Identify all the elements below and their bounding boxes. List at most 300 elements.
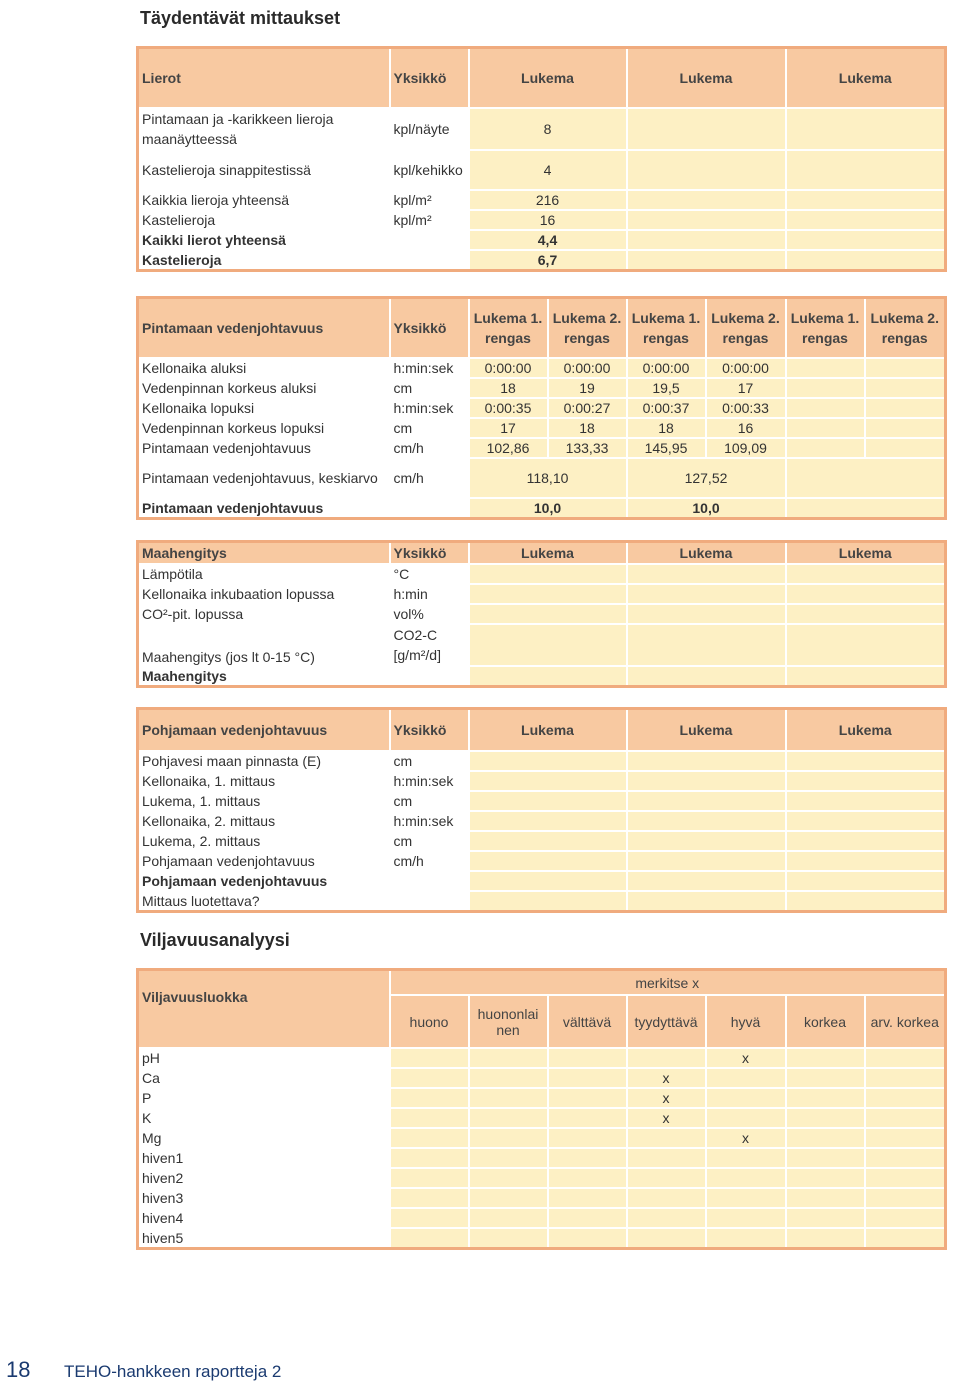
mark-cell[interactable] xyxy=(390,1068,469,1088)
table-header-row xyxy=(138,542,946,565)
value-cell[interactable] xyxy=(786,624,946,666)
row-label: Pintamaan vedenjohtavuus xyxy=(138,438,390,458)
mark-cell[interactable] xyxy=(786,1208,865,1228)
page-number: 18 xyxy=(6,1357,31,1382)
row-unit xyxy=(390,250,469,271)
column-header: Lukema xyxy=(786,542,946,565)
row-label: Kellonaika aluksi xyxy=(138,358,390,378)
value-cell[interactable] xyxy=(786,584,946,604)
value-cell[interactable] xyxy=(469,604,627,624)
value-cell[interactable] xyxy=(627,250,786,271)
value-cell[interactable] xyxy=(627,210,786,230)
value-cell: 0:00:35 xyxy=(469,398,548,418)
table-header-row xyxy=(138,48,946,109)
mark-cell[interactable] xyxy=(469,1188,548,1208)
column-header: Yksikkö xyxy=(390,542,469,565)
value-cell[interactable] xyxy=(786,230,946,250)
table-row xyxy=(138,150,946,190)
mark-cell[interactable] xyxy=(706,1208,786,1228)
mark-cell[interactable] xyxy=(865,1228,946,1249)
value-cell[interactable] xyxy=(469,791,627,811)
column-header: Lukema 1. rengas xyxy=(627,298,706,359)
mark-cell[interactable] xyxy=(390,1208,469,1228)
value-cell[interactable] xyxy=(469,851,627,871)
value-cell: 17 xyxy=(706,378,786,398)
mark-cell[interactable] xyxy=(865,1088,946,1108)
value-cell: 133,33 xyxy=(548,438,627,458)
mark-cell[interactable] xyxy=(865,1188,946,1208)
column-header: Lukema 1. rengas xyxy=(469,298,548,359)
value-cell: 4 xyxy=(469,150,627,190)
value-cell[interactable] xyxy=(627,811,786,831)
row-label: Kastelieroja sinappitestissä xyxy=(138,150,390,190)
column-header: Lukema 2. rengas xyxy=(706,298,786,359)
mark-cell[interactable] xyxy=(548,1128,627,1148)
value-cell: 0:00:37 xyxy=(627,398,706,418)
mark-cell[interactable] xyxy=(469,1088,548,1108)
mark-cell[interactable] xyxy=(865,1068,946,1088)
row-label: P xyxy=(138,1088,390,1108)
value-cell[interactable] xyxy=(786,871,946,891)
mark-cell[interactable] xyxy=(548,1188,627,1208)
column-header: Lukema xyxy=(786,48,946,109)
row-unit: h:min:sek xyxy=(390,811,469,831)
value-cell[interactable] xyxy=(627,791,786,811)
column-header: Viljavuusluokka xyxy=(138,970,390,1049)
table-row xyxy=(138,458,946,498)
mark-cell[interactable] xyxy=(548,1108,627,1128)
value-cell[interactable] xyxy=(627,891,786,912)
mark-cell[interactable]: x xyxy=(627,1068,706,1088)
mark-cell[interactable]: x xyxy=(627,1088,706,1108)
mark-cell[interactable] xyxy=(469,1128,548,1148)
column-header: Lukema xyxy=(786,709,946,752)
row-label: hiven4 xyxy=(138,1208,390,1228)
value-cell[interactable] xyxy=(627,751,786,771)
mark-cell[interactable] xyxy=(390,1088,469,1108)
value-cell: 0:00:00 xyxy=(548,358,627,378)
mark-cell[interactable] xyxy=(548,1228,627,1249)
viljavuus-table xyxy=(136,968,947,1250)
row-unit: °C xyxy=(390,564,469,584)
mark-cell[interactable] xyxy=(706,1108,786,1128)
pintamaa-table xyxy=(136,296,947,520)
value-cell: 18 xyxy=(627,418,706,438)
value-cell: 19 xyxy=(548,378,627,398)
value-cell: 102,86 xyxy=(469,438,548,458)
table-row xyxy=(138,831,946,851)
row-unit: kpl/näyte xyxy=(390,108,469,150)
mark-cell[interactable] xyxy=(469,1048,548,1068)
column-header: Lierot xyxy=(138,48,390,109)
page-title: Täydentävät mittaukset xyxy=(140,8,341,28)
value-cell[interactable] xyxy=(786,791,946,811)
row-label: Lukema, 2. mittaus xyxy=(138,831,390,851)
value-cell: 127,52 xyxy=(627,458,786,498)
mark-cell[interactable] xyxy=(390,1108,469,1128)
column-header: Yksikkö xyxy=(390,709,469,752)
row-unit: CO2-C [g/m²/d] xyxy=(390,624,469,666)
row-unit: cm xyxy=(390,831,469,851)
mark-cell[interactable]: x xyxy=(706,1048,786,1068)
row-label: pH xyxy=(138,1048,390,1068)
mark-cell[interactable] xyxy=(390,1168,469,1188)
row-label: Vedenpinnan korkeus lopuksi xyxy=(138,418,390,438)
value-cell[interactable] xyxy=(786,418,865,438)
table-row xyxy=(138,1068,946,1088)
mark-cell[interactable] xyxy=(548,1148,627,1168)
row-label: Kellonaika lopuksi xyxy=(138,398,390,418)
row-label: Mg xyxy=(138,1128,390,1148)
mark-cell[interactable] xyxy=(786,1188,865,1208)
mark-cell[interactable] xyxy=(390,1148,469,1168)
value-cell[interactable] xyxy=(627,230,786,250)
mark-cell[interactable] xyxy=(865,1208,946,1228)
value-cell[interactable] xyxy=(786,458,946,498)
mark-cell[interactable] xyxy=(627,1208,706,1228)
table-row xyxy=(138,771,946,791)
mark-cell[interactable] xyxy=(627,1128,706,1148)
mark-cell[interactable] xyxy=(627,1188,706,1208)
mark-cell[interactable] xyxy=(786,1168,865,1188)
table-row xyxy=(138,358,946,378)
row-label: Vedenpinnan korkeus aluksi xyxy=(138,378,390,398)
mark-cell[interactable] xyxy=(865,1048,946,1068)
pohjamaa-table xyxy=(136,707,947,913)
value-cell[interactable] xyxy=(786,604,946,624)
mark-cell[interactable] xyxy=(786,1148,865,1168)
row-label: hiven2 xyxy=(138,1168,390,1188)
mark-cell[interactable] xyxy=(865,1168,946,1188)
mark-cell[interactable] xyxy=(706,1148,786,1168)
mark-cell[interactable] xyxy=(865,1108,946,1128)
mark-cell[interactable] xyxy=(786,1128,865,1148)
mark-cell[interactable] xyxy=(548,1048,627,1068)
row-unit: kpl/m² xyxy=(390,210,469,230)
row-unit: cm/h xyxy=(390,458,469,498)
value-cell[interactable] xyxy=(627,190,786,210)
value-cell: 10,0 xyxy=(469,498,627,519)
value-cell[interactable] xyxy=(865,378,946,398)
mark-cell[interactable] xyxy=(469,1148,548,1168)
value-cell: 19,5 xyxy=(627,378,706,398)
value-cell[interactable] xyxy=(786,891,946,912)
table-row xyxy=(138,230,946,250)
table-row xyxy=(138,564,946,584)
row-unit: cm xyxy=(390,418,469,438)
mark-header: merkitse x xyxy=(390,970,946,996)
value-cell[interactable] xyxy=(469,871,627,891)
row-label: hiven1 xyxy=(138,1148,390,1168)
mark-cell[interactable] xyxy=(706,1088,786,1108)
table-row xyxy=(138,1208,946,1228)
row-unit xyxy=(390,666,469,687)
value-cell[interactable] xyxy=(627,624,786,666)
mark-cell[interactable] xyxy=(786,1088,865,1108)
value-cell[interactable] xyxy=(786,564,946,584)
column-header: Lukema xyxy=(627,709,786,752)
column-header: tyydyttävä xyxy=(627,995,706,1048)
mark-cell[interactable] xyxy=(865,1128,946,1148)
value-cell[interactable] xyxy=(627,871,786,891)
value-cell: 0:00:00 xyxy=(469,358,548,378)
row-unit: vol% xyxy=(390,604,469,624)
value-cell[interactable] xyxy=(786,150,946,190)
table-row xyxy=(138,1108,946,1128)
row-label: Pohjamaan vedenjohtavuus xyxy=(138,871,390,891)
value-cell[interactable] xyxy=(865,358,946,378)
row-label: Kastelieroja xyxy=(138,250,390,271)
table-row xyxy=(138,871,946,891)
table-row xyxy=(138,1148,946,1168)
column-header: Lukema xyxy=(469,48,627,109)
row-label: Pintamaan vedenjohtavuus xyxy=(138,498,469,519)
table-row xyxy=(138,666,946,687)
row-unit: h:min:sek xyxy=(390,398,469,418)
column-header: Yksikkö xyxy=(390,48,469,109)
value-cell[interactable] xyxy=(627,584,786,604)
value-cell: 18 xyxy=(548,418,627,438)
column-header: huononlai nen xyxy=(469,995,548,1048)
table-row xyxy=(138,851,946,871)
row-unit: h:min xyxy=(390,584,469,604)
value-cell[interactable] xyxy=(469,811,627,831)
row-label: Ca xyxy=(138,1068,390,1088)
table-row xyxy=(138,438,946,458)
table-row xyxy=(138,418,946,438)
value-cell[interactable] xyxy=(469,751,627,771)
mark-cell[interactable] xyxy=(627,1228,706,1249)
value-cell: 6,7 xyxy=(469,250,627,271)
value-cell[interactable] xyxy=(786,751,946,771)
column-header: hyvä xyxy=(706,995,786,1048)
value-cell[interactable] xyxy=(786,190,946,210)
mark-cell[interactable] xyxy=(627,1148,706,1168)
column-header: Lukema 1. rengas xyxy=(786,298,865,359)
mark-cell[interactable] xyxy=(786,1108,865,1128)
table-header-row xyxy=(138,298,946,359)
value-cell[interactable] xyxy=(469,666,627,687)
row-label: Kaikki lierot yhteensä xyxy=(138,230,390,250)
mark-cell[interactable] xyxy=(469,1228,548,1249)
mark-cell[interactable] xyxy=(786,1068,865,1088)
value-cell[interactable] xyxy=(627,150,786,190)
value-cell: 8 xyxy=(469,108,627,150)
value-cell[interactable] xyxy=(469,584,627,604)
mark-cell[interactable] xyxy=(786,1228,865,1249)
section-title: Viljavuusanalyysi xyxy=(140,930,290,950)
value-cell[interactable] xyxy=(627,604,786,624)
value-cell: 0:00:33 xyxy=(706,398,786,418)
value-cell[interactable] xyxy=(627,108,786,150)
value-cell: 145,95 xyxy=(627,438,706,458)
row-label: Pintamaan vedenjohtavuus, keskiarvo xyxy=(138,458,390,498)
mark-cell[interactable] xyxy=(548,1068,627,1088)
mark-cell[interactable] xyxy=(786,1048,865,1068)
value-cell[interactable] xyxy=(627,666,786,687)
table-row xyxy=(138,751,946,771)
value-cell[interactable] xyxy=(786,811,946,831)
table-row xyxy=(138,584,946,604)
mark-cell[interactable] xyxy=(627,1048,706,1068)
column-header: Lukema 2. rengas xyxy=(548,298,627,359)
value-cell[interactable] xyxy=(469,624,627,666)
row-unit: cm xyxy=(390,751,469,771)
value-cell: 18 xyxy=(469,378,548,398)
row-unit: h:min:sek xyxy=(390,358,469,378)
page-footer xyxy=(0,1357,960,1385)
value-cell[interactable] xyxy=(627,564,786,584)
mark-cell[interactable] xyxy=(706,1068,786,1088)
row-unit: cm/h xyxy=(390,438,469,458)
value-cell: 10,0 xyxy=(627,498,786,519)
mark-cell[interactable] xyxy=(390,1048,469,1068)
column-header: Lukema 2. rengas xyxy=(865,298,946,359)
value-cell: 16 xyxy=(469,210,627,230)
row-label: Kellonaika inkubaation lopussa xyxy=(138,584,390,604)
column-header: Lukema xyxy=(627,542,786,565)
table-row xyxy=(138,398,946,418)
column-header: Lukema xyxy=(469,709,627,752)
mark-cell[interactable] xyxy=(469,1168,548,1188)
value-cell[interactable] xyxy=(865,418,946,438)
table-row xyxy=(138,791,946,811)
mark-cell[interactable] xyxy=(865,1148,946,1168)
mark-cell[interactable] xyxy=(706,1188,786,1208)
column-header: Lukema xyxy=(627,48,786,109)
value-cell[interactable] xyxy=(786,831,946,851)
row-label: CO²-pit. lopussa xyxy=(138,604,390,624)
row-unit: kpl/kehikko xyxy=(390,150,469,190)
row-unit: cm xyxy=(390,378,469,398)
table-header-row xyxy=(138,709,946,752)
column-header: huono xyxy=(390,995,469,1048)
mark-cell[interactable] xyxy=(390,1228,469,1249)
table-row xyxy=(138,378,946,398)
row-label: Lukema, 1. mittaus xyxy=(138,791,390,811)
column-header: Pintamaan vedenjohtavuus xyxy=(138,298,390,359)
mark-cell[interactable]: x xyxy=(706,1128,786,1148)
lierot-table xyxy=(136,46,947,272)
value-cell[interactable] xyxy=(469,564,627,584)
value-cell: 109,09 xyxy=(706,438,786,458)
table-row xyxy=(138,210,946,230)
row-label: Kellonaika, 1. mittaus xyxy=(138,771,390,791)
mark-cell[interactable] xyxy=(548,1088,627,1108)
column-header: välttävä xyxy=(548,995,627,1048)
table-row xyxy=(138,811,946,831)
table-row xyxy=(138,1128,946,1148)
value-cell[interactable] xyxy=(786,358,865,378)
row-unit: kpl/m² xyxy=(390,190,469,210)
value-cell[interactable] xyxy=(786,438,865,458)
value-cell[interactable] xyxy=(469,891,627,912)
mark-cell[interactable] xyxy=(706,1168,786,1188)
table-header-row xyxy=(138,970,946,996)
table-row xyxy=(138,624,946,666)
row-label: Mittaus luotettava? xyxy=(138,891,390,912)
row-unit xyxy=(390,230,469,250)
column-header: arv. korkea xyxy=(865,995,946,1048)
value-cell[interactable] xyxy=(627,851,786,871)
mark-cell[interactable] xyxy=(548,1168,627,1188)
column-header: Yksikkö xyxy=(390,298,469,359)
table-row xyxy=(138,1168,946,1188)
value-cell[interactable] xyxy=(865,398,946,418)
table-row xyxy=(138,604,946,624)
mark-cell[interactable] xyxy=(706,1228,786,1249)
footer-text: TEHO-hankkeen raportteja 2 xyxy=(64,1362,282,1381)
row-unit xyxy=(390,871,469,891)
row-label: Kaikkia lieroja yhteensä xyxy=(138,190,390,210)
mark-cell[interactable] xyxy=(390,1188,469,1208)
value-cell: 216 xyxy=(469,190,627,210)
table-row xyxy=(138,1048,946,1068)
value-cell[interactable] xyxy=(627,831,786,851)
table-row xyxy=(138,1088,946,1108)
value-cell: 118,10 xyxy=(469,458,627,498)
value-cell: 0:00:00 xyxy=(627,358,706,378)
table-row xyxy=(138,498,946,519)
column-header: Lukema xyxy=(469,542,627,565)
value-cell[interactable] xyxy=(786,398,865,418)
value-cell[interactable] xyxy=(469,771,627,791)
mark-cell[interactable] xyxy=(627,1168,706,1188)
mark-cell[interactable] xyxy=(469,1068,548,1088)
table-row xyxy=(138,190,946,210)
mark-cell[interactable] xyxy=(469,1108,548,1128)
value-cell: 0:00:00 xyxy=(706,358,786,378)
table-row xyxy=(138,250,946,271)
value-cell[interactable] xyxy=(469,831,627,851)
value-cell[interactable] xyxy=(786,498,946,519)
value-cell[interactable] xyxy=(786,250,946,271)
value-cell[interactable] xyxy=(865,438,946,458)
value-cell: 4,4 xyxy=(469,230,627,250)
table-row xyxy=(138,1228,946,1249)
mark-cell[interactable]: x xyxy=(627,1108,706,1128)
row-unit: cm/h xyxy=(390,851,469,871)
row-unit xyxy=(390,891,469,912)
column-header: Pohjamaan vedenjohtavuus xyxy=(138,709,390,752)
mark-cell[interactable] xyxy=(469,1208,548,1228)
mark-cell[interactable] xyxy=(390,1128,469,1148)
table-row xyxy=(138,1188,946,1208)
row-label: Kellonaika, 2. mittaus xyxy=(138,811,390,831)
column-header: korkea xyxy=(786,995,865,1048)
value-cell: 17 xyxy=(469,418,548,438)
row-label: Pohjamaan vedenjohtavuus xyxy=(138,851,390,871)
column-header: Maahengitys xyxy=(138,542,390,565)
value-cell[interactable] xyxy=(786,210,946,230)
maahengitys-table xyxy=(136,540,947,688)
row-unit: cm xyxy=(390,791,469,811)
value-cell[interactable] xyxy=(786,108,946,150)
value-cell[interactable] xyxy=(786,851,946,871)
mark-cell[interactable] xyxy=(548,1208,627,1228)
row-label: Pintamaan ja -karikkeen lieroja maanäytteessä xyxy=(138,108,390,150)
row-unit: h:min:sek xyxy=(390,771,469,791)
value-cell: 0:00:27 xyxy=(548,398,627,418)
table-row xyxy=(138,108,946,150)
row-label: Kastelieroja xyxy=(138,210,390,230)
value-cell[interactable] xyxy=(786,378,865,398)
value-cell[interactable] xyxy=(786,771,946,791)
value-cell[interactable] xyxy=(627,771,786,791)
row-label: Maahengitys xyxy=(138,666,390,687)
value-cell[interactable] xyxy=(786,666,946,687)
row-label: Lämpötila xyxy=(138,564,390,584)
